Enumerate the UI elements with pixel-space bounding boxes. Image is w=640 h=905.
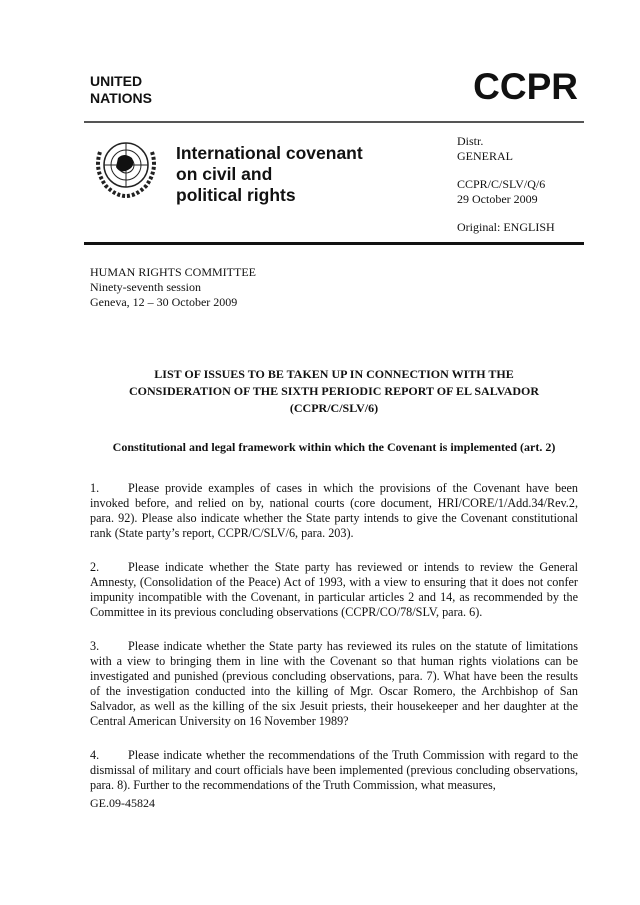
session: Ninety-seventh session	[90, 280, 201, 294]
paragraph-number: 1.	[90, 481, 100, 495]
org-name	[90, 73, 152, 107]
paragraph-number: 3.	[90, 639, 100, 653]
paragraph	[90, 639, 578, 729]
distribution-info	[457, 134, 555, 235]
paragraph-text: Please indicate whether the State party has reviewed its rules on the statute of limitations with a view to bringing them in line with the Covenant so that human rights violations can be investigated and punished (previous concluding observations, para. 7). What have been the results of the investigation conducted into the killing of Mgr. Oscar Romero, the Archbishop of San Salvador, as well as the killing of the six Jesuit priests, their housekeeper and her daughter at the Central American University on 16 November 1989?	[90, 639, 578, 728]
paragraph	[90, 748, 578, 793]
divider	[84, 121, 584, 123]
section-heading: Constitutional and legal framework within which the Covenant is implemented (art. 2)	[112, 440, 556, 454]
doc-series-symbol: CCPR	[473, 66, 578, 107]
paragraph	[90, 560, 578, 620]
paragraph-text: Please indicate whether the State party has reviewed or intends to review the General Amnesty, (Consolidation of the Peace) Act of 1993, with a view to ensuring that it does not confer impunity incompatible with the Covenant, in particular articles 2 and 14, as recommended by the Committee in its previous concluding observations (CCPR/CO/78/SLV, para. 6).	[90, 560, 578, 619]
doc-symbol: CCPR/C/SLV/Q/6	[457, 177, 546, 191]
paragraph-text: Please indicate whether the recommendations of the Truth Commission with regard to the dismissal of military and court officials have been implemented (previous concluding observations, para. 8). Further to the recommendations of the Truth Commission, what measures,	[90, 748, 578, 792]
title-line: International covenant	[176, 143, 363, 163]
place-dates: Geneva, 12 – 30 October 2009	[90, 295, 238, 309]
title-line: on civil and	[176, 164, 273, 184]
title-line: political rights	[176, 185, 296, 205]
doc-date: 29 October 2009	[457, 191, 538, 206]
un-emblem-icon	[90, 132, 162, 204]
paragraph-text: Please provide examples of cases in which the provisions of the Covenant have been invoked before, and relied on by, national courts (core document, HRI/CORE/1/Add.34/Rev.2, para. 92). Please also indicate whether the State party intends to give the Covenant constitutional rank (State party’s report, CCPR/C/SLV/6, para. 203).	[90, 481, 578, 540]
job-number: GE.09-45824	[90, 796, 155, 810]
heading-line: (CCPR/C/SLV/6)	[289, 401, 379, 415]
org-line: NATIONS	[90, 90, 152, 106]
committee-name: HUMAN RIGHTS COMMITTEE	[90, 265, 256, 279]
heading-line: CONSIDERATION OF THE SIXTH PERIODIC REPORT OF EL SALVADOR	[128, 384, 540, 398]
distr-value: GENERAL	[457, 148, 513, 163]
document-body	[90, 481, 578, 812]
committee-info	[90, 265, 256, 310]
document-heading	[90, 366, 578, 417]
original-language: Original: ENGLISH	[457, 220, 555, 234]
heading-line: LIST OF ISSUES TO BE TAKEN UP IN CONNECTION WITH THE	[154, 367, 514, 381]
paragraph-number: 2.	[90, 560, 100, 574]
paragraph-number: 4.	[90, 748, 100, 762]
divider	[84, 242, 584, 245]
paragraph	[90, 481, 578, 541]
org-line: UNITED	[90, 73, 143, 89]
distr-label: Distr.	[457, 134, 484, 148]
covenant-title	[176, 143, 363, 206]
